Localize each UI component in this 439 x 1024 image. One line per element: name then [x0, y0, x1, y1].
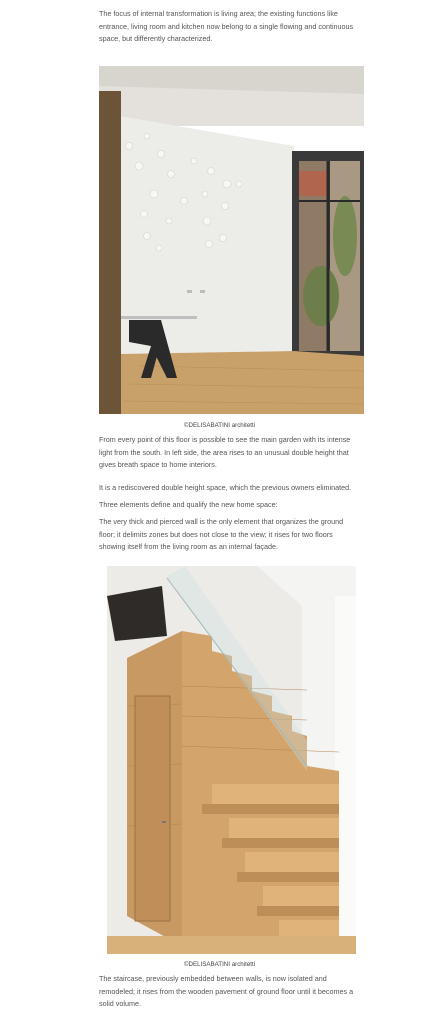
- living-room-illustration: [99, 66, 364, 414]
- staircase-illustration: [107, 566, 356, 954]
- image-caption-2: ©DELISABATINI architetti: [183, 961, 256, 968]
- wall-paragraph: The very thick and pierced wall is the only element that organizes the ground floor; it delimits zones but does not close to the view; it rises for two floors showing itself from the living room as an internal façade.: [99, 517, 344, 552]
- double-height-paragraph: It is a rediscovered double height space, which the previous owners eliminated.: [99, 483, 352, 492]
- hidden-door: [135, 696, 170, 921]
- living-room-photo: [99, 66, 364, 414]
- three-elements-paragraph: Three elements define and qualify the new home space:: [99, 500, 278, 509]
- intro-paragraph: The focus of internal transformation is living area; the existing functions like entrance, living room and kitchen now belong to a single flowing and continuous space, but differently characterized.: [99, 9, 354, 44]
- staircase-photo: [107, 566, 356, 954]
- wooden-floor: [107, 936, 356, 954]
- image-caption-1: ©DELISABATINI architetti: [183, 422, 256, 429]
- wooden-column: [99, 91, 121, 414]
- wooden-floor: [121, 351, 364, 414]
- staircase-paragraph: The staircase, previously embedded between walls, is now isolated and remodeled; it rises from the wooden pavement of ground floor until it becomes a solid volume.: [99, 974, 354, 1009]
- garden-paragraph: From every point of this floor is possible to see the main garden with its intense light from the south. In left side, the area rises to an unusual double height that gives breath space to home interiors.: [99, 435, 351, 470]
